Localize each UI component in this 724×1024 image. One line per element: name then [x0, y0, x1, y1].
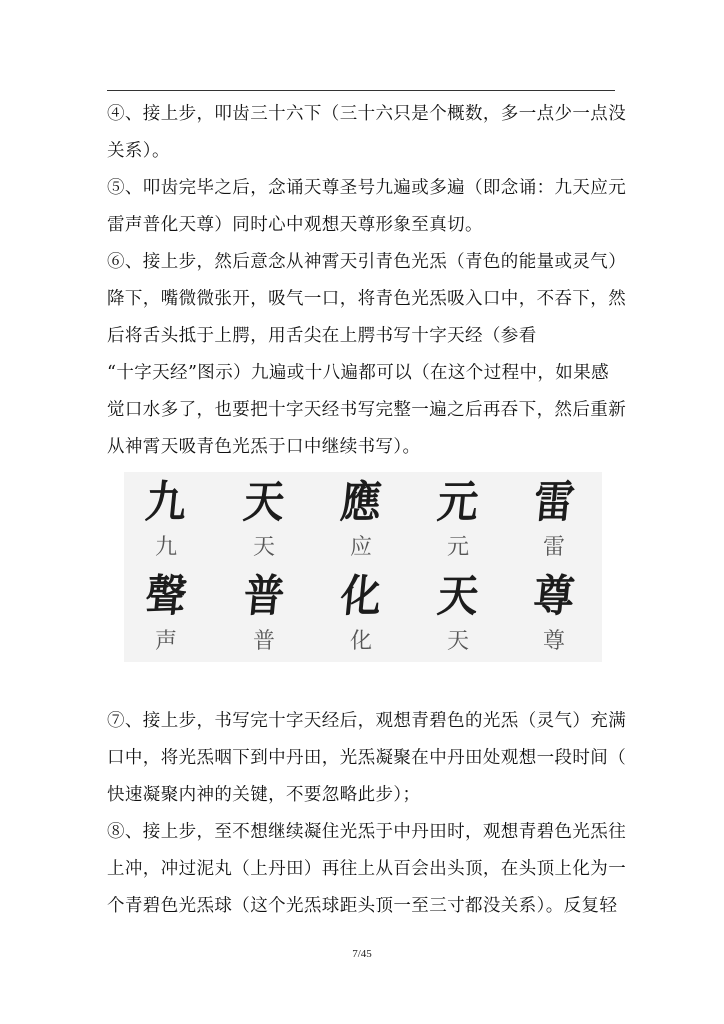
para-5-line-2: 雷声普化天尊）同时心中观想天尊形象至真切。 — [107, 215, 483, 235]
glyph-caption: 雷 — [542, 535, 565, 560]
glyph-cell — [224, 474, 304, 564]
para-8-line-1: ⑧、接上步，至不想继续凝住光炁于中丹田时，观想青碧色光炁往 — [107, 822, 627, 842]
seal-glyph: 應 — [338, 477, 384, 528]
seal-glyph: 天 — [435, 571, 481, 622]
glyph-caption: 普 — [252, 629, 275, 654]
glyph-cell — [321, 568, 401, 658]
seal-glyph: 天 — [241, 477, 287, 528]
glyph-cell — [126, 474, 206, 564]
para-4-line-2: 关系）。 — [107, 141, 170, 161]
glyph-caption: 尊 — [542, 629, 565, 654]
para-6-line-2: 降下，嘴微微张开，吸气一口，将青色光炁吸入口中，不吞下，然 — [107, 289, 627, 309]
para-6-line-6: 从神霄天吸青色光炁于口中继续书写）。 — [107, 437, 421, 457]
glyph-cell — [418, 568, 498, 658]
glyph-caption: 九 — [154, 535, 177, 560]
page-number: 7/45 — [352, 948, 372, 960]
glyph-caption: 天 — [252, 535, 275, 560]
glyph-cell — [514, 474, 594, 564]
figure-row-2 — [124, 568, 602, 663]
para-7-line-1: ⑦、接上步，书写完十字天经后，观想青碧色的光炁（灵气）充满 — [107, 711, 627, 731]
seal-glyph: 化 — [338, 571, 384, 622]
para-6-line-5: 觉口水多了，也要把十字天经书写完整一遍之后再吞下，然后重新 — [107, 400, 627, 420]
glyph-caption: 应 — [349, 535, 372, 560]
text-block-top — [107, 96, 627, 466]
shizi-tianjing-figure — [124, 472, 602, 662]
seal-glyph: 聲 — [143, 571, 189, 622]
text-block-bottom — [107, 703, 627, 925]
glyph-caption: 元 — [446, 535, 469, 560]
para-7-line-3: 快速凝聚内神的关键，不要忽略此步）； — [107, 785, 421, 805]
para-6-line-4: “十字天经”图示）九遍或十八遍都可以（在这个过程中，如果感 — [107, 363, 609, 383]
seal-glyph: 元 — [435, 477, 481, 528]
para-6-line-1: ⑥、接上步，然后意念从神霄天引青色光炁（青色的能量或灵气） — [107, 252, 627, 272]
para-6-line-3: 后将舌头抵于上腭，用舌尖在上腭书写十字天经（参看 — [107, 326, 537, 346]
glyph-caption: 化 — [349, 629, 372, 654]
para-8-line-3: 个青碧色光炁球（这个光炁球距头顶一至三寸都没关系）。反复轻 — [107, 896, 618, 916]
glyph-cell — [224, 568, 304, 658]
glyph-cell — [321, 474, 401, 564]
glyph-cell — [126, 568, 206, 658]
figure-row-1 — [124, 474, 602, 569]
para-5-line-1: ⑤、叩齿完毕之后，念诵天尊圣号九遍或多遍（即念诵：九天应元 — [107, 178, 627, 198]
glyph-cell — [514, 568, 594, 658]
glyph-caption: 声 — [154, 629, 177, 654]
para-4-line-1: ④、接上步，叩齿三十六下（三十六只是个概数，多一点少一点没 — [107, 104, 627, 124]
seal-glyph: 雷 — [531, 477, 577, 528]
para-8-line-2: 上冲，冲过泥丸（上丹田）再往上从百会出头顶，在头顶上化为一 — [107, 859, 627, 879]
seal-glyph: 九 — [143, 477, 189, 528]
header-rule — [107, 90, 615, 91]
para-7-line-2: 口中，将光炁咽下到中丹田，光炁凝聚在中丹田处观想一段时间（ — [107, 748, 627, 768]
seal-glyph: 尊 — [531, 571, 577, 622]
glyph-caption: 天 — [446, 629, 469, 654]
seal-glyph: 普 — [241, 571, 287, 622]
glyph-cell — [418, 474, 498, 564]
